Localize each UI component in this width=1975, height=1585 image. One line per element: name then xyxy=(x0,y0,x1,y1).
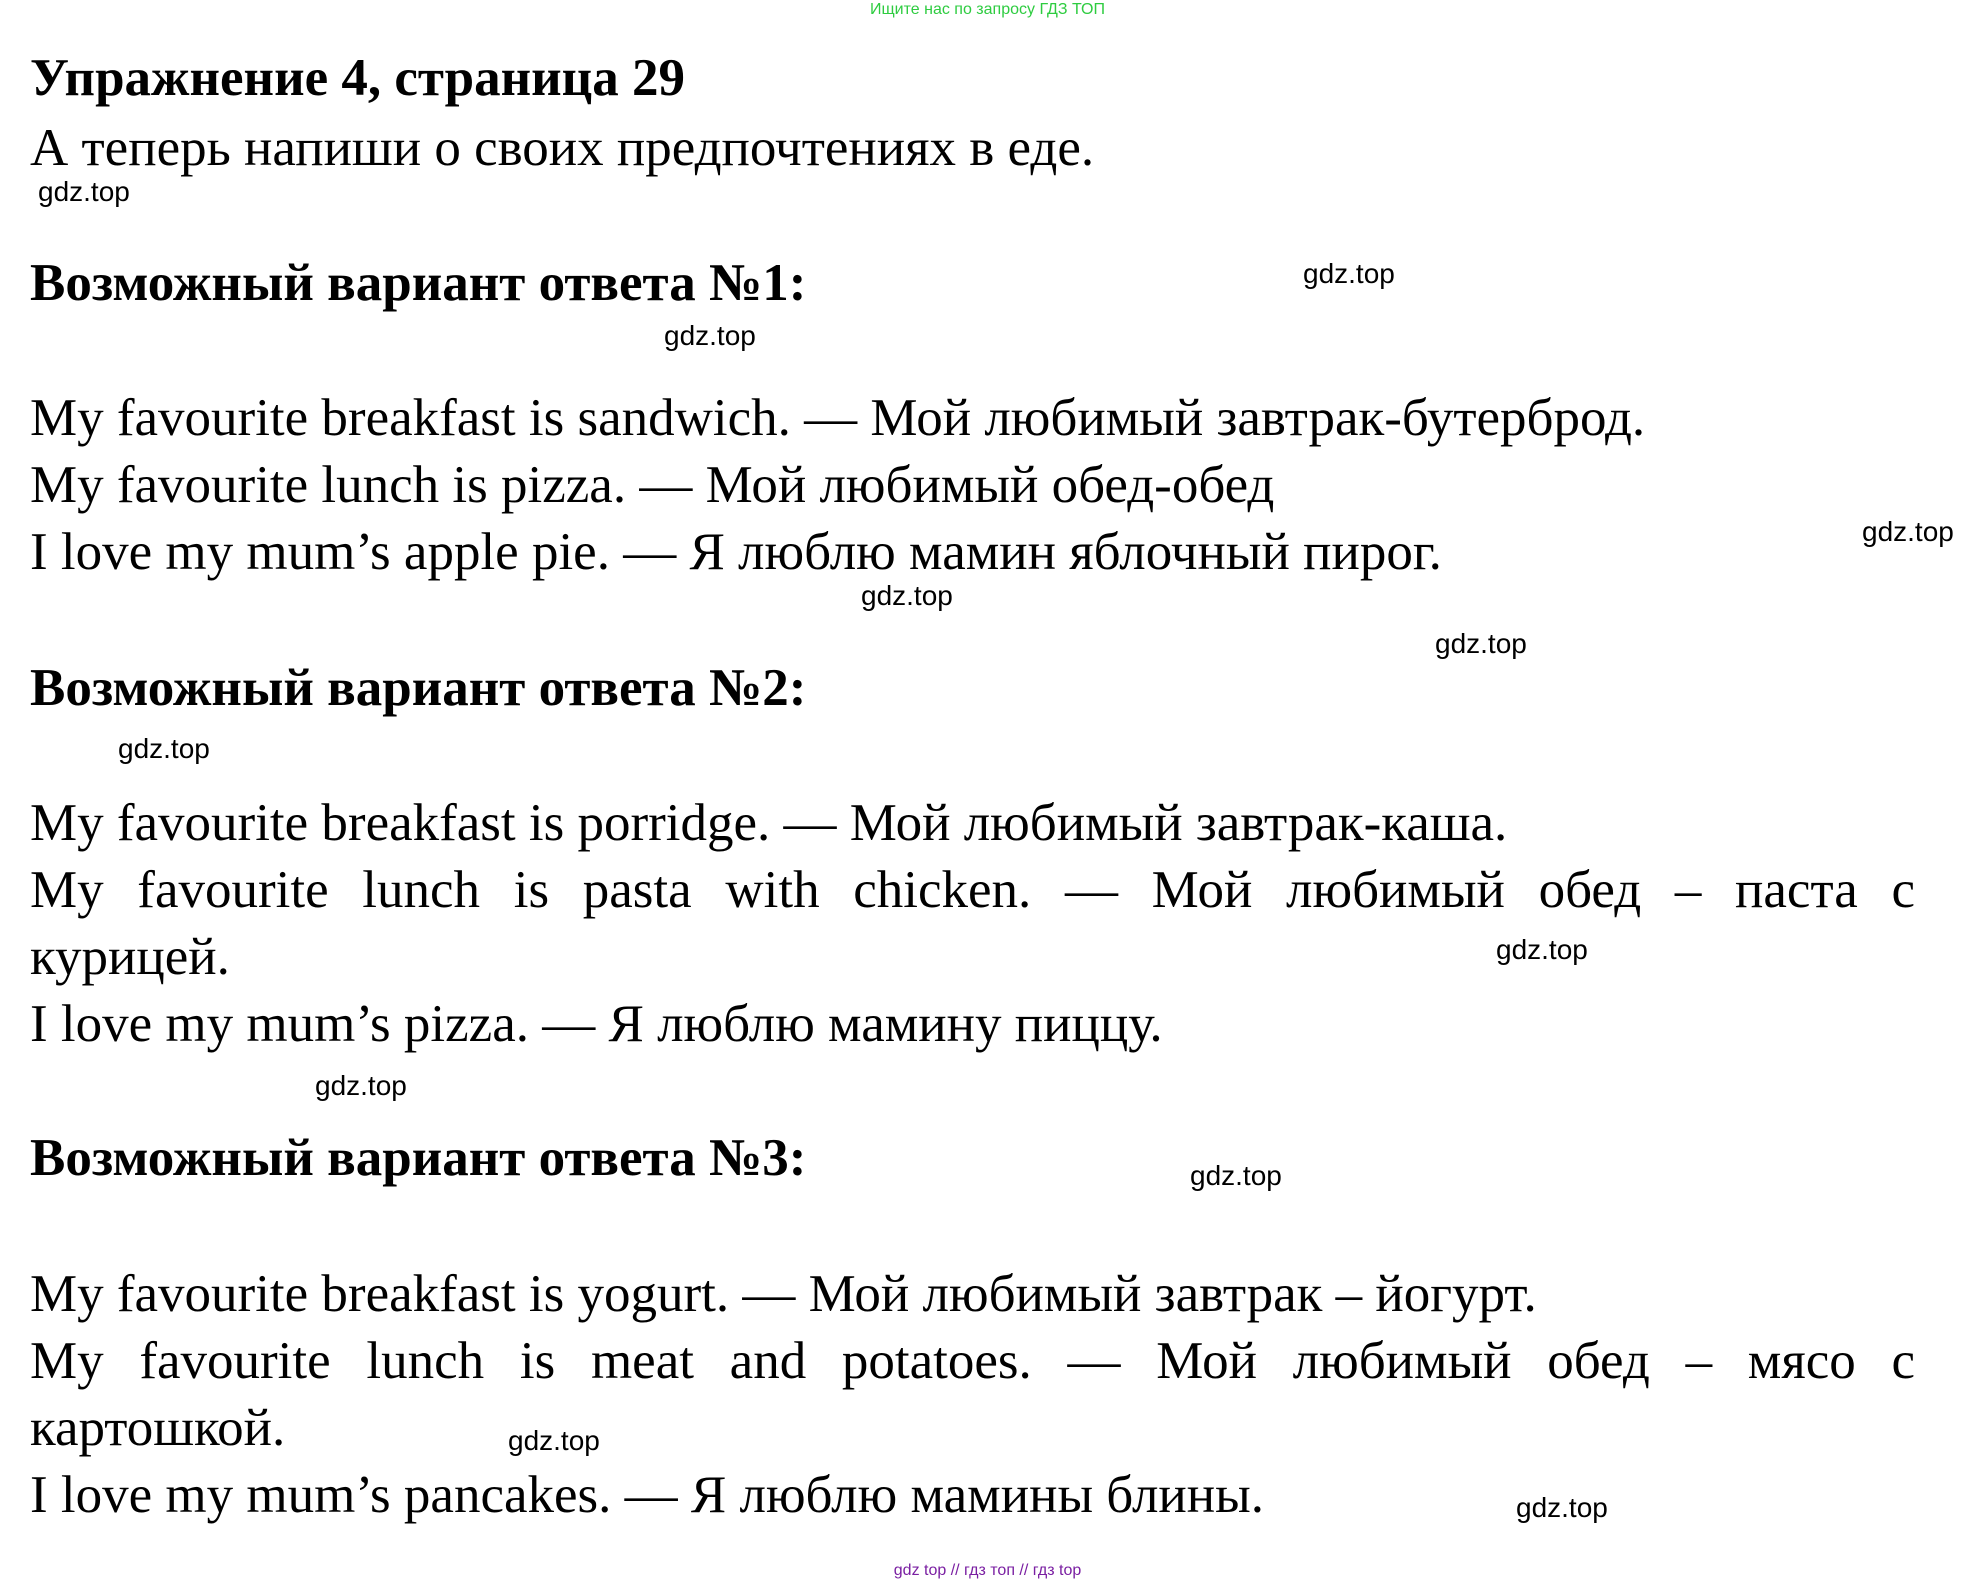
exercise-title: Упражнение 4, страница 29 xyxy=(30,49,685,107)
answer-1-line-3: I love my mum’s apple pie. — Я люблю мамин яблочный пирог. xyxy=(30,523,1442,581)
watermark: gdz.top xyxy=(1496,934,1588,965)
answer-1-line-1: My favourite breakfast is sandwich. — Мой любимый завтрак-бутерброд. xyxy=(30,389,1646,447)
answer-3-line-2: My favourite lunch is meat and potatoes. — Мой любимый обед – мясо с xyxy=(30,1332,1915,1390)
answer-3-line-3: картошкой. xyxy=(30,1399,286,1457)
answer-2-line-3: курицей. xyxy=(30,928,230,986)
footer-watermark xyxy=(0,1562,1975,1580)
answer-1-heading: Возможный вариант ответа №1: xyxy=(30,254,807,312)
watermark: gdz.top xyxy=(1303,258,1395,289)
watermark: gdz.top xyxy=(1435,628,1527,659)
exercise-task: А теперь напиши о своих предпочтениях в еде. xyxy=(30,119,1095,177)
answer-3-line-1: My favourite breakfast is yogurt. — Мой любимый завтрак – йогурт. xyxy=(30,1265,1537,1323)
answer-3-heading: Возможный вариант ответа №3: xyxy=(30,1129,807,1187)
watermark: gdz.top xyxy=(1862,516,1954,547)
watermark: gdz.top xyxy=(118,733,210,764)
watermark: gdz.top xyxy=(664,320,756,351)
watermark: gdz.top xyxy=(508,1425,600,1456)
watermark: gdz.top xyxy=(38,176,130,207)
answer-2-line-2: My favourite lunch is pasta with chicken. — Мой любимый обед – паста с xyxy=(30,861,1915,919)
answer-3-line-4: I love my mum’s pancakes. — Я люблю мамины блины. xyxy=(30,1466,1264,1524)
answer-2-line-4: I love my mum’s pizza. — Я люблю мамину пиццу. xyxy=(30,995,1163,1053)
watermark: gdz.top xyxy=(861,580,953,611)
search-banner-text: Ищите нас по запросу ГДЗ ТОП xyxy=(870,1,1105,18)
watermark: gdz.top xyxy=(315,1070,407,1101)
answer-2-heading: Возможный вариант ответа №2: xyxy=(30,659,807,717)
watermark: gdz.top xyxy=(1516,1492,1608,1523)
answer-1-line-2: My favourite lunch is pizza. — Мой любимый обед-обед xyxy=(30,456,1275,514)
watermark: gdz.top xyxy=(1190,1160,1282,1191)
search-banner xyxy=(0,1,1975,19)
footer-watermark-text: gdz top // гдз топ // гдз top xyxy=(893,1562,1082,1579)
answer-2-line-1: My favourite breakfast is porridge. — Мой любимый завтрак-каша. xyxy=(30,794,1508,852)
